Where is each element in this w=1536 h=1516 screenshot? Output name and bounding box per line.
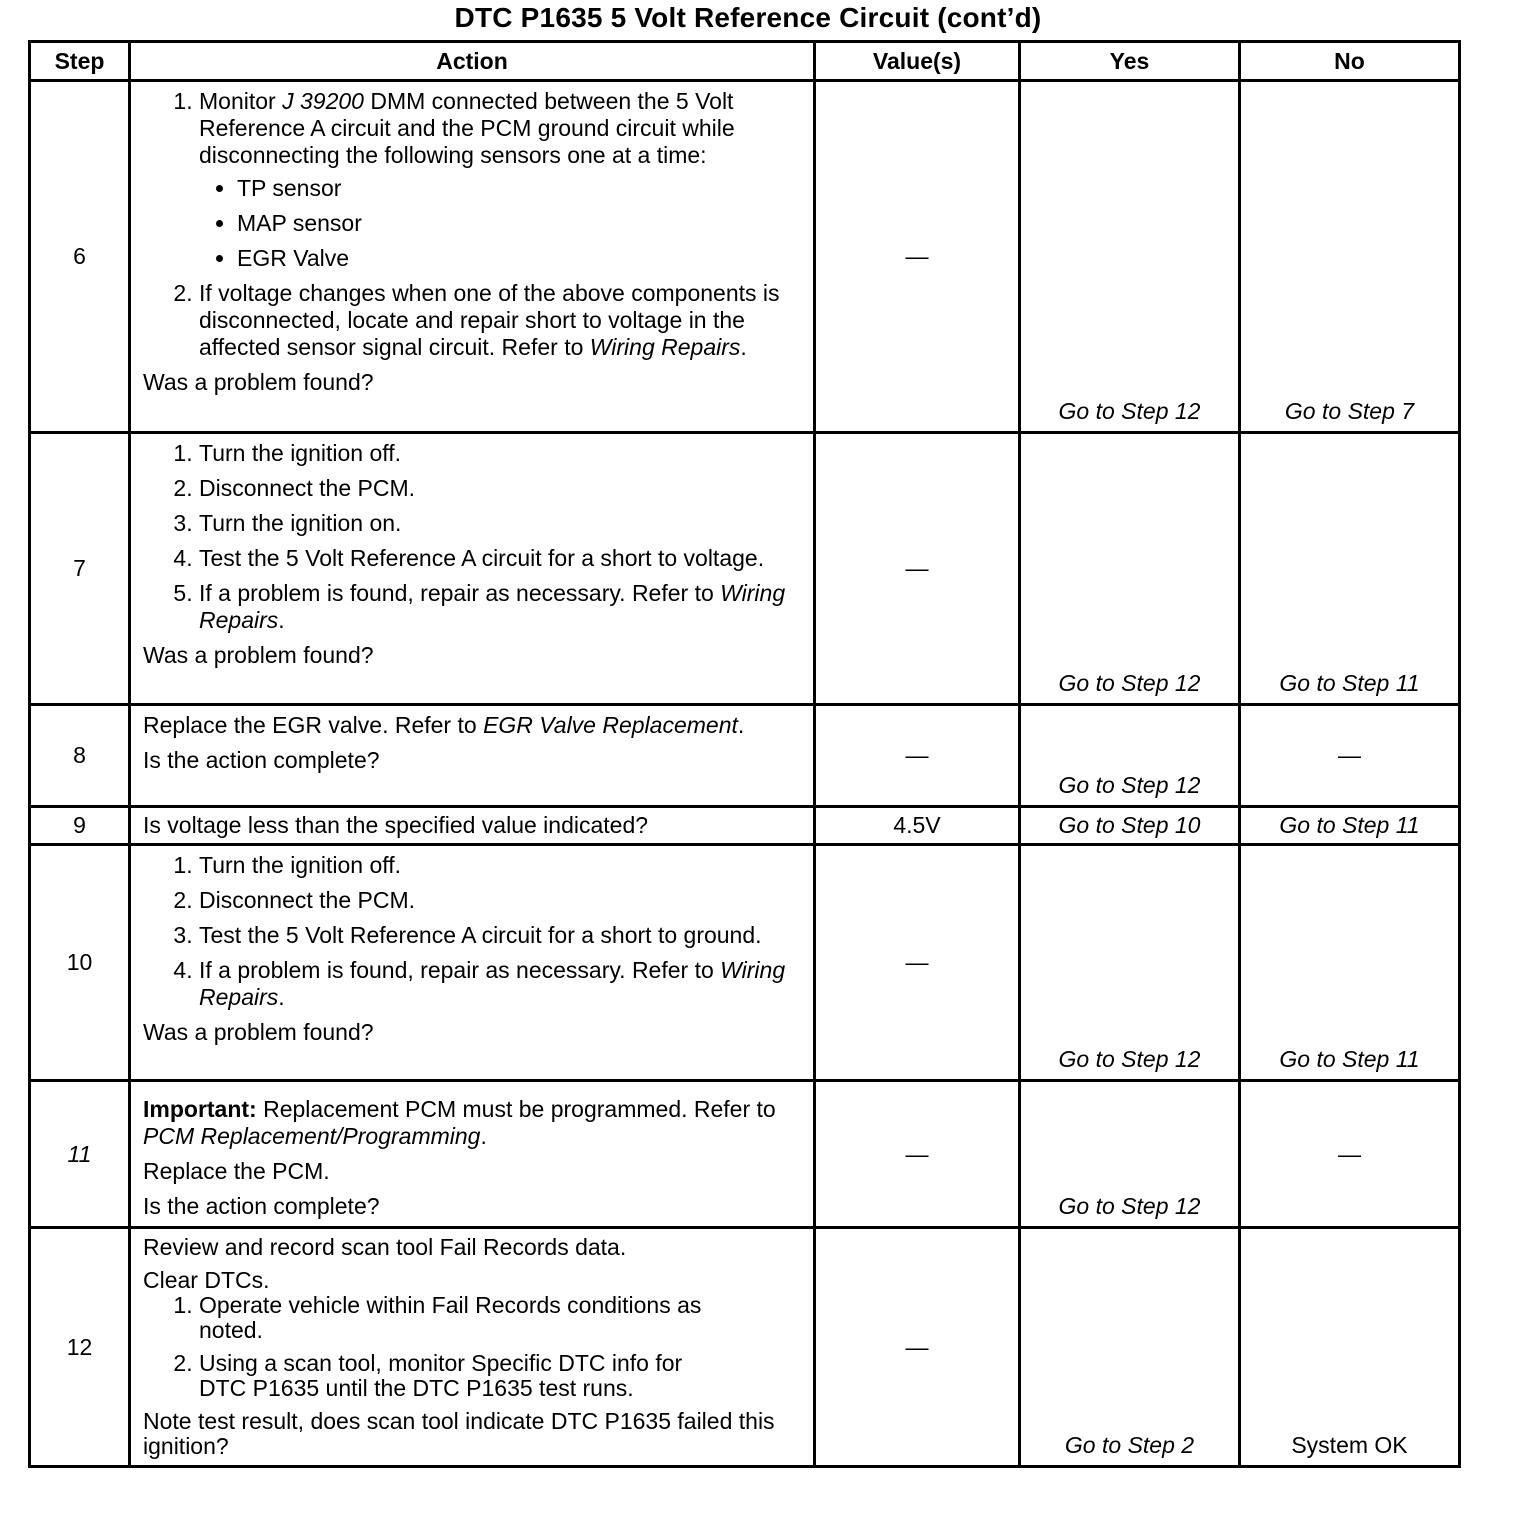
reference-link: EGR Valve Replacement — [483, 712, 738, 738]
table-row-step-9 — [30, 807, 1460, 845]
header-yes: Yes — [1020, 42, 1240, 81]
bullet-item: • TP sensor — [237, 175, 803, 202]
action-text: Clear DTCs. — [143, 1267, 270, 1293]
action-item: 3. Test the 5 Volt Reference A circuit for a short to ground. — [199, 922, 803, 949]
action-item: 2. Using a scan tool, monitor Specific DTC info for DTC P1635 until the DTC P1635 test runs. — [199, 1351, 733, 1401]
step-number: 12 — [30, 1228, 130, 1467]
step-question: Is voltage less than the specified value indicated? — [143, 812, 649, 838]
step-yes: Go to Step 2 — [1020, 1228, 1240, 1467]
step-value: — — [815, 705, 1020, 807]
action-text: Replace the PCM. — [143, 1158, 330, 1184]
step-yes: Go to Step 12 — [1020, 705, 1240, 807]
step-number: 10 — [30, 845, 130, 1081]
action-item: 1. Operate vehicle within Fail Records conditions as noted. — [199, 1293, 733, 1343]
step-number: 9 — [30, 807, 130, 845]
step-value: 4.5V — [815, 807, 1020, 845]
step-action — [130, 81, 815, 433]
step-no: — — [1240, 1081, 1460, 1228]
important-note: Important: Replacement PCM must be programmed. Refer to PCM Replacement/Programming. — [143, 1096, 776, 1149]
step-no: Go to Step 11 — [1240, 845, 1460, 1081]
step-question: Was a problem found? — [143, 642, 374, 668]
header-step: Step — [30, 42, 130, 81]
action-item: 4. If a problem is found, repair as necessary. Refer to Wiring Repairs. — [199, 957, 803, 1011]
step-yes: Go to Step 12 — [1020, 845, 1240, 1081]
step-no: Go to Step 7 — [1240, 81, 1460, 433]
step-no: — — [1240, 705, 1460, 807]
step-yes: Go to Step 12 — [1020, 81, 1240, 433]
step-number: 11 — [30, 1081, 130, 1228]
bullet-item: • EGR Valve — [237, 245, 803, 272]
header-values: Value(s) — [815, 42, 1020, 81]
action-item: 1. Turn the ignition off. — [199, 440, 803, 467]
action-item: 1. Turn the ignition off. — [199, 852, 803, 879]
action-text: Review and record scan tool Fail Records data. — [143, 1234, 627, 1260]
step-action — [130, 705, 815, 807]
step-question: Is the action complete? — [143, 747, 380, 773]
important-label: Important: — [143, 1096, 257, 1122]
step-question: Was a problem found? — [143, 1019, 374, 1045]
step-question: Note test result, does scan tool indicate DTC P1635 failed this ignition? — [143, 1408, 775, 1459]
step-value: — — [815, 1228, 1020, 1467]
step-value: — — [815, 845, 1020, 1081]
tool-reference: J 39200 — [282, 88, 364, 114]
step-number: 8 — [30, 705, 130, 807]
action-item: 2. Disconnect the PCM. — [199, 887, 803, 914]
step-no: System OK — [1240, 1228, 1460, 1467]
action-item: 4. Test the 5 Volt Reference A circuit for a short to voltage. — [199, 545, 803, 572]
table-row-step-11 — [30, 1081, 1460, 1228]
diagnostic-table — [28, 40, 1461, 1468]
step-yes: Go to Step 10 — [1020, 807, 1240, 845]
step-value: — — [815, 1081, 1020, 1228]
step-action — [130, 845, 815, 1081]
header-row — [30, 42, 1460, 81]
action-item: 3. Turn the ignition on. — [199, 510, 803, 537]
action-item: 2. Disconnect the PCM. — [199, 475, 803, 502]
step-number: 6 — [30, 81, 130, 433]
reference-link: Wiring Repairs — [589, 334, 741, 360]
page-title: DTC P1635 5 Volt Reference Circuit (cont’d) — [454, 2, 1042, 33]
table-row-step-12 — [30, 1228, 1460, 1467]
step-yes: Go to Step 12 — [1020, 1081, 1240, 1228]
step-no: Go to Step 11 — [1240, 807, 1460, 845]
step-no: Go to Step 11 — [1240, 433, 1460, 705]
step-action — [130, 433, 815, 705]
step-action — [130, 1081, 815, 1228]
step-question: Was a problem found? — [143, 369, 374, 395]
reference-link: Wiring Repairs — [199, 580, 786, 633]
table-row-step-6 — [30, 81, 1460, 433]
action-text: Replace the EGR valve. Refer to EGR Valve Replacement. — [143, 712, 745, 738]
step-action — [130, 1228, 815, 1467]
table-row-step-8 — [30, 705, 1460, 807]
bullet-item: • MAP sensor — [237, 210, 803, 237]
action-item: 1. Monitor J 39200 DMM connected between the 5 Volt Reference A circuit and the PCM ground circuit while disconnecting the following sensors one at a time: • TP sensor • MAP sensor • EGR Valve — [199, 88, 803, 272]
action-item: 5. If a problem is found, repair as necessary. Refer to Wiring Repairs. — [199, 580, 803, 634]
step-yes: Go to Step 12 — [1020, 433, 1240, 705]
table-row-step-10 — [30, 845, 1460, 1081]
step-value: — — [815, 433, 1020, 705]
step-number: 7 — [30, 433, 130, 705]
reference-link: Wiring Repairs — [199, 957, 786, 1010]
header-action: Action — [130, 42, 815, 81]
header-no: No — [1240, 42, 1460, 81]
action-item: 2. If voltage changes when one of the above components is disconnected, locate and repair short to voltage in the affected sensor signal circuit. Refer to Wiring Repairs. — [199, 280, 803, 361]
step-action — [130, 807, 815, 845]
table-row-step-7 — [30, 433, 1460, 705]
step-question: Is the action complete? — [143, 1193, 380, 1219]
step-value: — — [815, 81, 1020, 433]
reference-link: PCM Replacement/Programming — [143, 1123, 481, 1149]
